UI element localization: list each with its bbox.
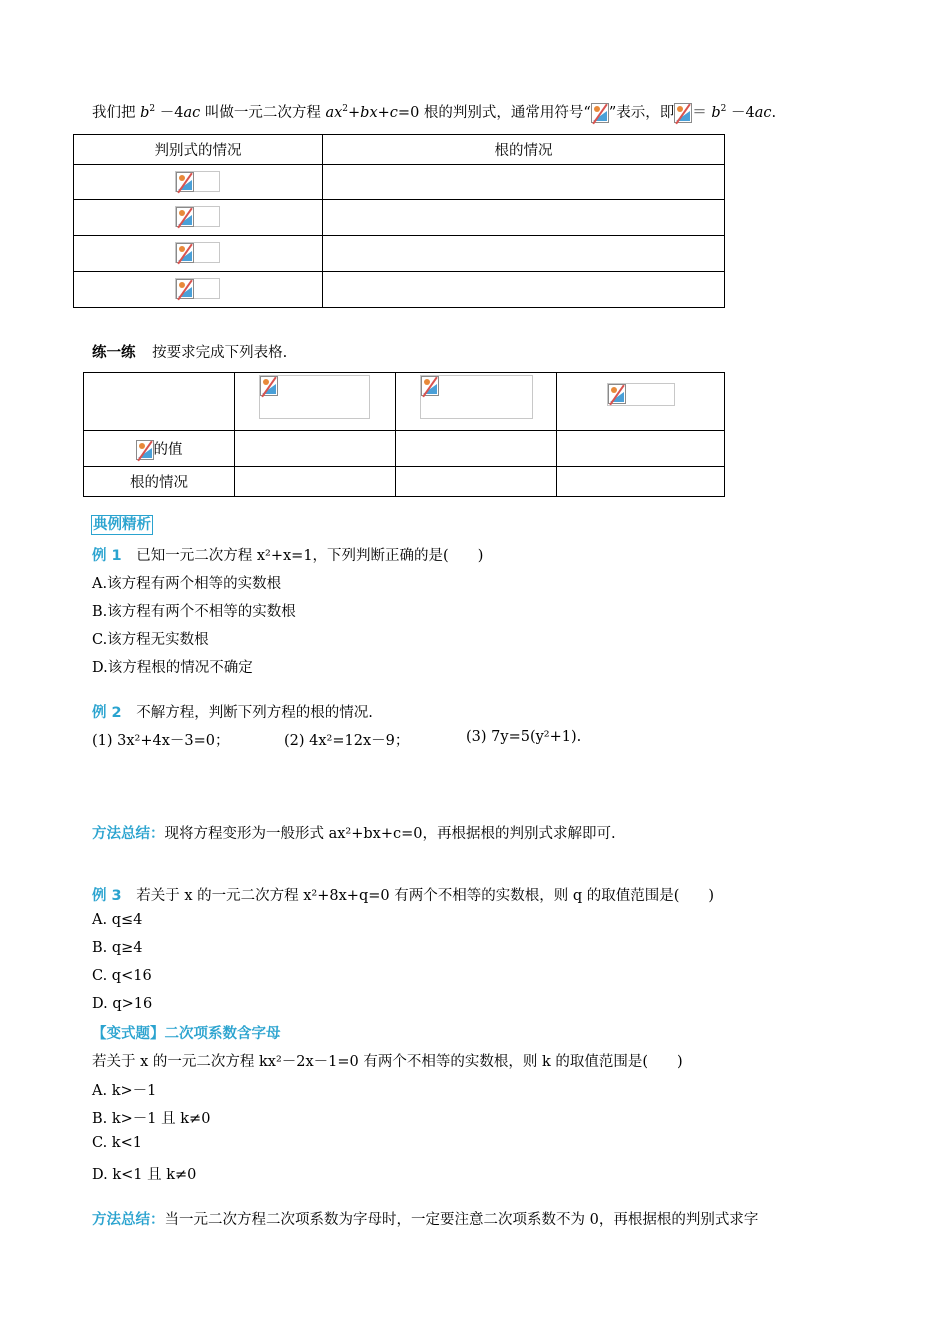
table-row-label-roots: 根的情况 <box>84 467 235 497</box>
table-cell <box>235 373 396 431</box>
table-cell <box>323 200 725 236</box>
example2-item: (2) 4x²=12x－9； <box>284 733 410 749</box>
table-cell <box>323 272 725 308</box>
table-cell <box>396 373 557 431</box>
table-cell <box>74 165 323 200</box>
intro-text-1: 我们把 <box>92 105 141 121</box>
summary1-text: 现将方程变形为一般形式 ax²+bx+c=0，再根据根的判别式求解即可. <box>164 826 616 842</box>
table-header-roots: 根的情况 <box>323 135 725 165</box>
intro-var-ac: ac <box>183 105 201 121</box>
intro-var-ac2: ac <box>754 105 772 121</box>
table-cell <box>74 200 323 236</box>
intro-text-3: 叫做一元二次方程 <box>200 105 326 121</box>
table-cell <box>396 467 557 497</box>
table-cell <box>323 165 725 200</box>
method-summary-2 <box>92 1208 758 1229</box>
intro-text-4: =0 根的判别式，通常用符号“ <box>397 105 591 121</box>
table-cell <box>235 467 396 497</box>
intro-var-b2: b <box>711 105 721 121</box>
practice-text: 按要求完成下列表格. <box>152 345 288 361</box>
table-cell <box>323 236 725 272</box>
practice-label: 练一练 <box>92 345 136 361</box>
table-cell <box>557 467 725 497</box>
example3-option: A. q≤4 <box>92 912 143 928</box>
intro-var-bx: +bx+ <box>348 105 390 121</box>
variant-title: 【变式题】二次项系数含字母 <box>92 1026 281 1042</box>
table-cell <box>235 431 396 467</box>
intro-text-5: ”表示，即 <box>608 105 675 121</box>
summary2-text: 当一元二次方程二次项系数为字母时，一定要注意二次项系数不为 0，再根据根的判别式求字 <box>164 1212 759 1228</box>
broken-image-icon <box>176 207 194 227</box>
broken-image-icon <box>591 103 609 123</box>
broken-image-icon <box>608 384 626 404</box>
method-summary-1 <box>92 822 616 843</box>
example2-question-line <box>92 701 373 722</box>
broken-image-icon <box>421 376 439 396</box>
table-cell <box>84 373 235 431</box>
intro-text-8: . <box>771 105 777 121</box>
broken-image-icon <box>176 172 194 192</box>
example1-option: B.该方程有两个不相等的实数根 <box>92 604 296 620</box>
example1-question-line <box>92 544 483 565</box>
practice-heading <box>92 341 287 362</box>
discriminant-table <box>73 134 725 308</box>
table-cell <box>74 236 323 272</box>
variant-question: 若关于 x 的一元二次方程 kx²－2x－1=0 有两个不相等的实数根，则 k 的取值范围是( ) <box>92 1054 683 1070</box>
practice-table <box>83 372 725 497</box>
intro-text-7: －4 <box>726 105 755 121</box>
example2-item: (3) 7y=5(y²+1). <box>466 729 582 745</box>
intro-line: 我们把 $b^2 -4ac$ 叫做一元二次方程 $ax^2+bx+c=0$ 根的判别式，通常用符号“ ”表示，即 ＝ $b^2 -4ac$. <box>92 101 776 123</box>
example3-option: D. q>16 <box>92 996 153 1012</box>
example1-option: A.该方程有两个相等的实数根 <box>92 576 282 592</box>
example1-option: D.该方程根的情况不确定 <box>92 660 253 676</box>
section-title: 典例精析 <box>93 517 151 533</box>
table-cell <box>396 431 557 467</box>
intro-text-2: －4 <box>155 105 184 121</box>
example1-label: 例 1 <box>92 548 122 564</box>
summary2-label: 方法总结： <box>92 1212 165 1228</box>
example2-label: 例 2 <box>92 705 122 721</box>
broken-image-icon <box>136 440 154 460</box>
broken-image-icon <box>176 279 194 299</box>
intro-text-6: ＝ <box>692 105 712 121</box>
table-row-label-value <box>84 431 235 467</box>
example3-label: 例 3 <box>92 888 122 904</box>
row-label-text: 的值 <box>153 441 183 458</box>
example1-question: 已知一元二次方程 x²+x=1，下列判断正确的是( ) <box>136 548 484 564</box>
example3-option: B. q≥4 <box>92 940 143 956</box>
table-header-discriminant: 判别式的情况 <box>74 135 323 165</box>
broken-image-icon <box>674 103 692 123</box>
variant-option: C. k<1 <box>92 1135 142 1151</box>
intro-var-c: c <box>389 105 398 121</box>
table-cell <box>557 373 725 431</box>
example3-option: C. q<16 <box>92 968 152 984</box>
broken-image-icon <box>176 243 194 263</box>
summary1-label: 方法总结： <box>92 826 165 842</box>
table-cell <box>557 431 725 467</box>
example1-option: C.该方程无实数根 <box>92 632 209 648</box>
variant-option: A. k>－1 <box>92 1083 157 1099</box>
example3-question: 若关于 x 的一元二次方程 x²+8x+q=0 有两个不相等的实数根，则 q 的取值范围是( ) <box>136 888 715 904</box>
intro-var-b: b <box>140 105 150 121</box>
example2-question: 不解方程，判断下列方程的根的情况. <box>136 705 373 721</box>
broken-image-icon <box>260 376 278 396</box>
example2-item: (1) 3x²+4x－3=0； <box>92 733 230 749</box>
table-cell <box>74 272 323 308</box>
example3-question-line <box>92 884 714 905</box>
variant-option: B. k>－1 且 k≠0 <box>92 1111 211 1127</box>
intro-var-ax: ax <box>325 105 343 121</box>
variant-option: D. k<1 且 k≠0 <box>92 1167 197 1183</box>
